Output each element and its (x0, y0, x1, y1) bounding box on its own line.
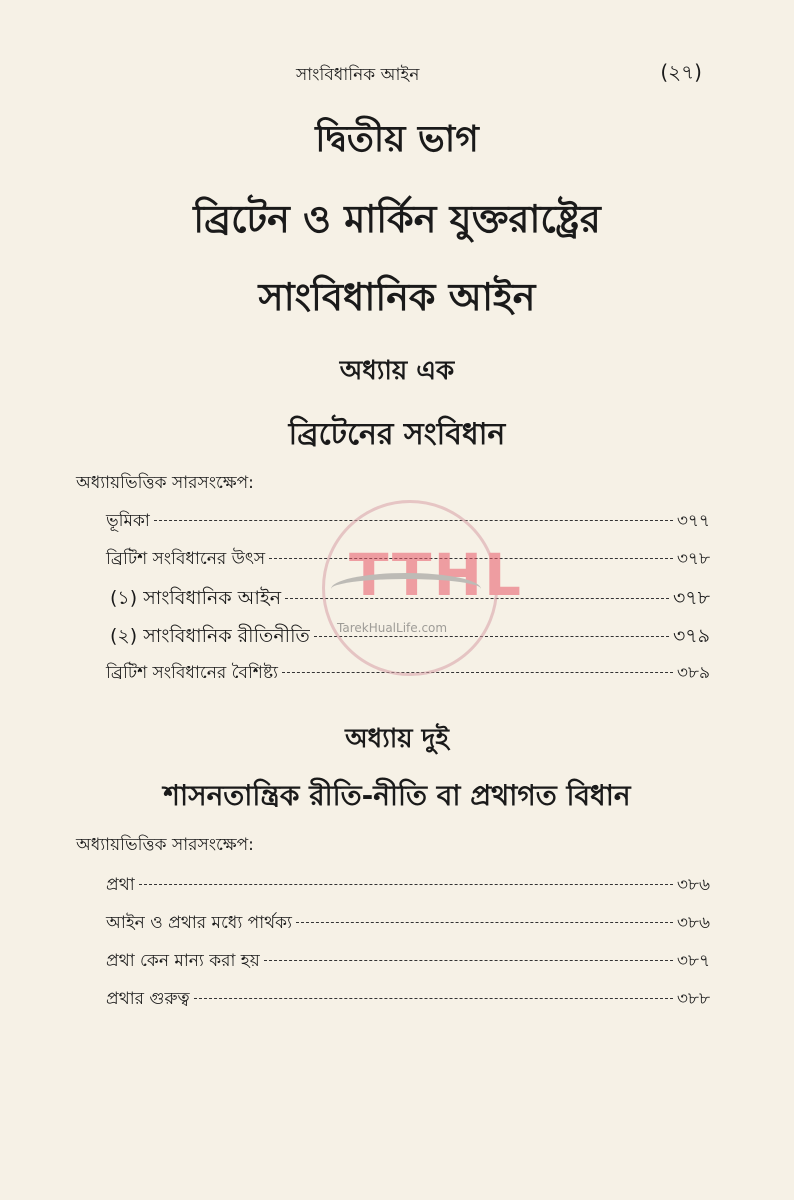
toc-entry-text: (২) সাংবিধানিক রীতিনীতি (110, 625, 310, 647)
toc-leader (282, 672, 673, 673)
page-number: (২৭) (660, 60, 702, 84)
toc-entry (106, 948, 710, 986)
toc-leader (139, 884, 673, 885)
watermark-swoosh-icon (331, 573, 481, 605)
toc-entry-page: ৩৭৮ (676, 549, 710, 569)
running-title: সাংবিধানিক আইন (296, 65, 420, 85)
toc-entry (106, 872, 710, 910)
toc-entry (106, 986, 710, 1024)
part-title: দ্বিতীয় ভাগ (315, 119, 479, 160)
book-title-line1: ব্রিটেন ও মার্কিন যুক্তরাষ্ট্রের (193, 197, 601, 241)
toc-entry-page: ৩৮৯ (676, 663, 710, 683)
toc-entry-page: ৩৮৭ (676, 951, 710, 971)
watermark-word: TTHL (349, 541, 523, 609)
toc-entry-text: ব্রিটিশ সংবিধানের বৈশিষ্ট্য (106, 663, 278, 683)
toc-entry-page: ৩৮৬ (676, 875, 710, 895)
toc-entry-text: প্রথার গুরুত্ব (106, 989, 190, 1009)
toc-entry-page: ৩৭৯ (672, 625, 710, 647)
chapter1-title: ব্রিটেনের সংবিধান (288, 417, 506, 452)
watermark-logo (322, 500, 523, 676)
book-title-line2: সাংবিধানিক আইন (258, 275, 536, 319)
toc-leader (296, 922, 673, 923)
toc-entry (106, 910, 710, 948)
toc-leader (264, 960, 673, 961)
page-header (0, 58, 794, 92)
chapter2-title: শাসনতান্ত্রিক রীতি-নীতি বা প্রথাগত বিধান (163, 779, 631, 812)
toc-entry-page: ৩৭৮ (672, 587, 710, 609)
toc-entry-text: প্রথা কেন মান্য করা হয় (106, 951, 260, 971)
toc-entry-page: ৩৮৬ (676, 913, 710, 933)
toc-entry-text: ব্রিটিশ সংবিধানের উৎস (106, 549, 266, 569)
toc-entry-text: প্রথা (106, 875, 135, 895)
toc-entry-text: আইন ও প্রথার মধ্যে পার্থক্য (106, 913, 292, 933)
chapter1-summary-label: অধ্যায়ভিত্তিক সারসংক্ষেপ: (76, 473, 254, 493)
toc-entry-text: (১) সাংবিধানিক আইন (110, 587, 282, 609)
chapter2-label: অধ্যায় দুই (345, 724, 449, 754)
chapter2-toc (106, 872, 710, 1024)
chapter1-label: অধ্যায় এক (339, 356, 455, 386)
toc-entry-page: ৩৭৭ (676, 511, 710, 531)
toc-entry-page: ৩৮৮ (676, 989, 710, 1009)
toc-leader (194, 998, 673, 999)
toc-entry-text: ভূমিকা (106, 511, 150, 531)
watermark-site: TarekHualLife.com (337, 621, 448, 635)
chapter2-summary-label: অধ্যায়ভিত্তিক সারসংক্ষেপ: (76, 835, 254, 855)
